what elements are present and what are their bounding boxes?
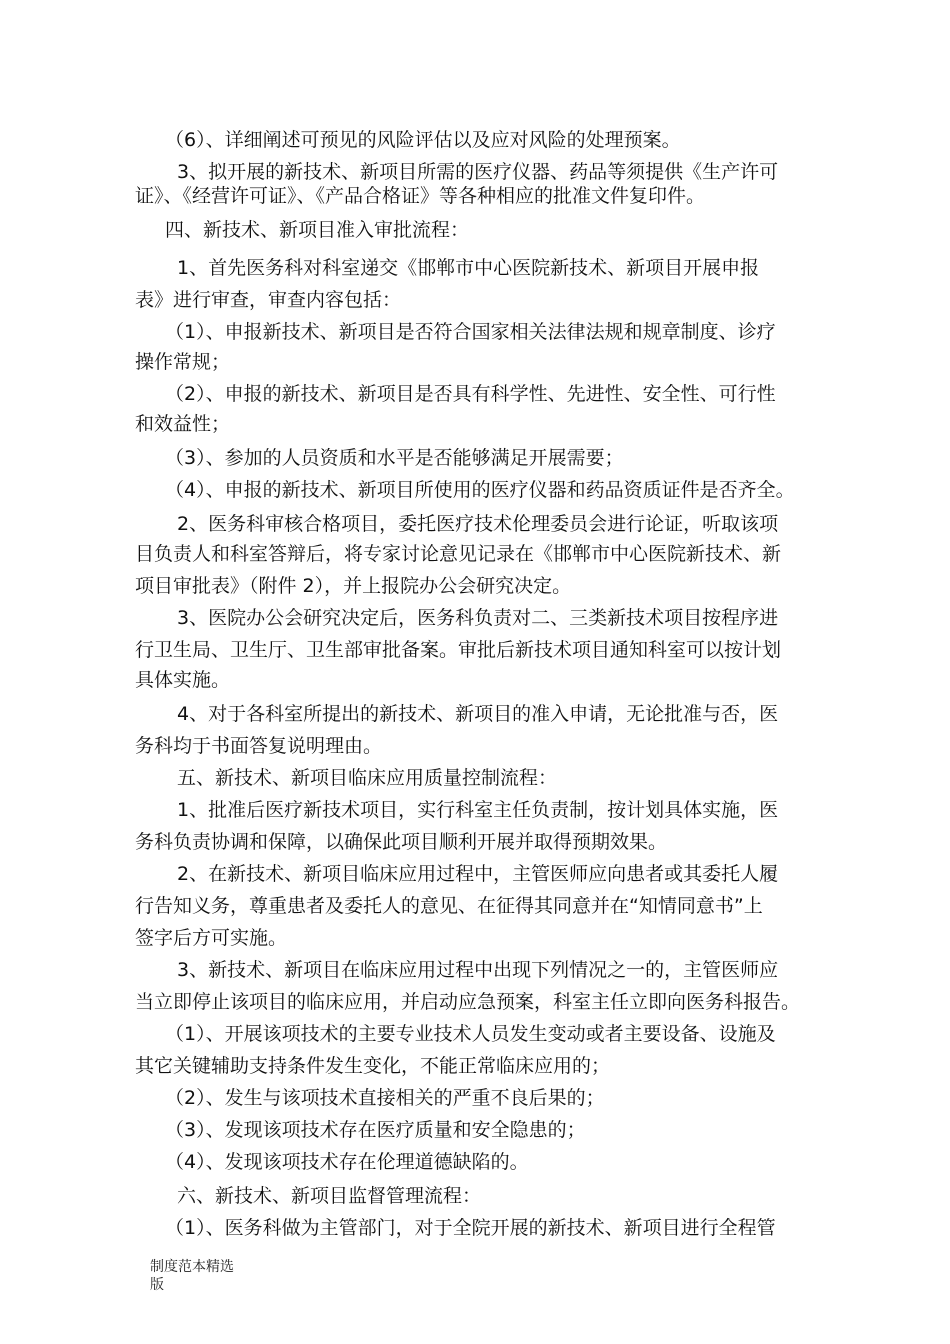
text-line: （2）、发生与该项技术直接相关的严重不良后果的； [165,1087,605,1109]
text-line: 签字后方可实施。 [135,927,288,949]
text-line: （3）、参加的人员资质和水平是否能够满足开展需要； [165,447,624,469]
footer-line-1: 制度范本精选 [150,1259,234,1275]
text-line: 项目审批表》（附件 2），并上报院办公会研究决定。 [135,575,572,597]
text-line: 行卫生局、卫生厅、卫生部审批备案。审批后新技术项目通知科室可以按计划 [135,639,782,661]
text-line: 1、首先医务科对科室递交《邯郸市中心医院新技术、新项目开展申报 [177,257,760,279]
text-line: 和效益性； [135,413,231,435]
text-line: 3、新技术、新项目在临床应用过程中出现下列情况之一的，主管医师应 [177,959,779,981]
text-line: 具体实施。 [135,669,231,691]
text-line: 其它关键辅助支持条件发生变化，不能正常临床应用的； [135,1055,611,1077]
text-line: （1）、开展该项技术的主要专业技术人员发生变动或者主要设备、设施及 [165,1023,776,1045]
text-line: 表》进行审查，审查内容包括： [135,289,402,311]
text-line: （3）、发现该项技术存在医疗质量和安全隐患的； [165,1119,586,1141]
text-line: 证》、《经营许可证》、《产品合格证》等各种相应的批准文件复印件。 [135,185,706,207]
text-line: （1）、申报新技术、新项目是否符合国家相关法律法规和规章制度、诊疗 [165,321,776,343]
text-line: 行告知义务，尊重患者及委托人的意见、在征得其同意并在“知情同意书”上 [135,895,763,917]
text-line: 六、新技术、新项目监督管理流程： [177,1185,482,1207]
text-line: 2、医务科审核合格项目，委托医疗技术伦理委员会进行论证，听取该项 [177,513,779,535]
text-line: 1、批准后医疗新技术项目，实行科室主任负责制，按计划具体实施，医 [177,799,779,821]
text-line: 2、在新技术、新项目临床应用过程中，主管医师应向患者或其委托人履 [177,863,779,885]
text-line: 五、新技术、新项目临床应用质量控制流程： [177,767,558,789]
text-line: 3、医院办公会研究决定后，医务科负责对二、三类新技术项目按程序进 [177,607,779,629]
text-line: 4、对于各科室所提出的新技术、新项目的准入申请，无论批准与否，医 [177,703,779,725]
text-line: （4）、申报的新技术、新项目所使用的医疗仪器和药品资质证件是否齐全。 [165,479,795,501]
text-line: （2）、申报的新技术、新项目是否具有科学性、先进性、安全性、可行性 [165,383,776,405]
text-line: （1）、医务科做为主管部门，对于全院开展的新技术、新项目进行全程管 [165,1217,776,1239]
text-line: （4）、发现该项技术存在伦理道德缺陷的。 [165,1151,529,1173]
text-line: 目负责人和科室答辩后，将专家讨论意见记录在《邯郸市中心医院新技术、新 [135,543,782,565]
text-line: 操作常规； [135,351,231,373]
text-line: 务科均于书面答复说明理由。 [135,735,383,757]
text-line: 3、拟开展的新技术、新项目所需的医疗仪器、药品等须提供《生产许可 [177,161,779,183]
text-line: 四、新技术、新项目准入审批流程： [165,219,470,241]
text-line: 当立即停止该项目的临床应用，并启动应急预案，科室主任立即向医务科报告。 [135,991,801,1013]
text-line: 务科负责协调和保障，以确保此项目顺利开展并取得预期效果。 [135,831,668,853]
text-line: （6）、详细阐述可预见的风险评估以及应对风险的处理预案。 [165,129,681,151]
footer-line-2: 版 [150,1277,164,1293]
